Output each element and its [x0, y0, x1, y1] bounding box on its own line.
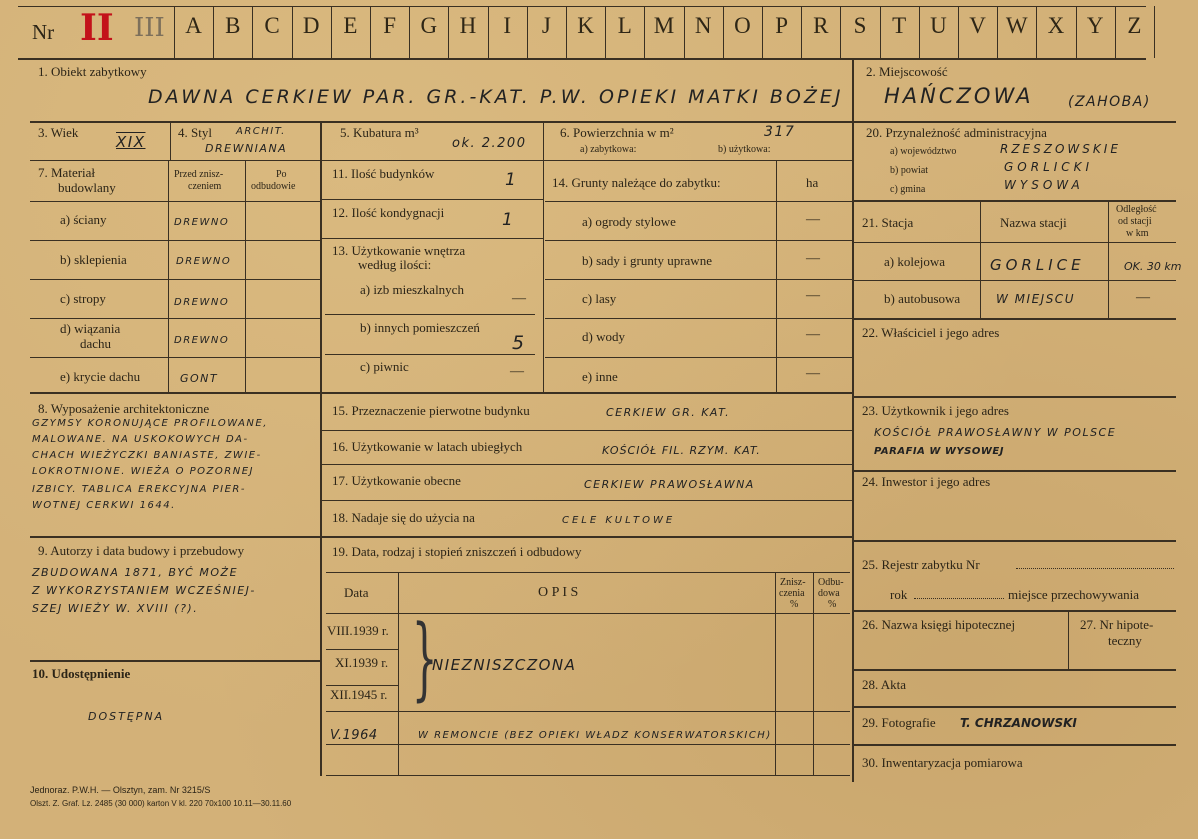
s14-rule-2	[545, 279, 852, 280]
s20-a-value: RZESZOWSKIE	[1000, 142, 1121, 156]
s13-c-label: c) piwnic	[360, 359, 409, 374]
letter-p: P	[775, 13, 788, 38]
s29-label: 29. Fotografie	[862, 715, 936, 730]
s28-label: 28. Akta	[862, 677, 907, 692]
s25-dotted-2	[914, 598, 1004, 599]
s20-a-label: a) województwo	[890, 146, 957, 157]
s19-desc-1: NIEZNISZCZONA	[432, 656, 577, 674]
s23-rule	[854, 470, 1176, 472]
s14-label: 14. Grunty należące do zabytku:	[552, 175, 721, 190]
s1-value: DAWNA CERKIEW PAR. GR.-KAT. P.W. OPIEKI MATKI BOŻEJ	[148, 86, 844, 108]
s18-label: 18. Nadaje się do użycia na	[332, 510, 475, 525]
s19-col-znisz-3: %	[790, 599, 799, 610]
header-bottom-rule	[18, 58, 1146, 60]
s14-rule-4	[545, 357, 852, 358]
s22-label: 22. Właściciel i jego adres	[862, 325, 1000, 340]
s21-vdiv-2	[1108, 201, 1109, 319]
s14-rule-0	[545, 201, 852, 202]
s26-vdiv	[1068, 611, 1069, 669]
s5-value: ok. 2.200	[452, 136, 527, 151]
s21-col-name: Nazwa stacji	[1000, 215, 1067, 230]
s19-col-date: Data	[344, 585, 369, 600]
s21-col-dist-1: Odległość	[1116, 204, 1157, 215]
s19-col-znisz-2: czenia	[779, 588, 805, 599]
s13-a-value: —	[512, 291, 526, 306]
s24-rule	[854, 540, 1176, 542]
s19-label: 19. Data, rodzaj i stopień zniszczeń i odbudowy	[332, 544, 582, 559]
s6-sub-a: a) zabytkowa:	[580, 144, 637, 155]
s12-rule	[322, 238, 543, 239]
s8-line-3: CHACH WIEŻYCZKI BANIASTE, ZWIE-	[32, 450, 262, 461]
s7-col2-2: odbudowie	[251, 181, 296, 192]
s13-b-label: b) innych pomieszczeń	[360, 320, 480, 335]
s26-label: 26. Nazwa księgi hipotecznej	[862, 617, 1016, 632]
row-rule-1	[30, 121, 1176, 123]
col-divider-1	[320, 122, 322, 776]
s6-value: 317	[764, 124, 796, 140]
s4-value-2: DREWNIANA	[205, 142, 288, 155]
s11-label: 11. Ilość budynków	[332, 166, 435, 181]
s19-date-rule-2	[326, 685, 398, 686]
s6-sub-b: b) użytkowa:	[718, 144, 771, 155]
s7-col1-2: czeniem	[188, 181, 222, 192]
s13-label-2: według ilości:	[358, 257, 432, 272]
s7-row-a-label: a) ściany	[60, 212, 107, 227]
s7-row-d-value: DREWNO	[174, 335, 230, 346]
s5-label: 5. Kubatura m³	[340, 125, 419, 140]
col-divider-5-6	[543, 122, 544, 392]
s18-value: CELE KULTOWE	[562, 515, 676, 526]
letter-g: G	[420, 13, 438, 38]
s1-label: 1. Obiekt zabytkowy	[38, 64, 147, 79]
s9-label: 9. Autorzy i data budowy i przebudowy	[38, 543, 245, 558]
s17-value: CERKIEW PRAWOSŁAWNA	[584, 478, 755, 491]
s7-row-b-value: DREWNO	[176, 256, 232, 267]
s3-value: XIX	[116, 133, 146, 151]
s12-label: 12. Ilość kondygnacji	[332, 205, 445, 220]
s13-b-value: 5	[512, 332, 526, 354]
letter-s: S	[853, 13, 867, 38]
s20-rule	[854, 200, 1176, 202]
letter-l: L	[617, 13, 632, 38]
s19-row-rule-3	[326, 711, 850, 712]
s7-row-c-label: c) stropy	[60, 291, 106, 306]
s14-a-value: —	[806, 212, 820, 227]
s27-label-1: 27. Nr hipote-	[1080, 617, 1154, 632]
s7-hrule-1	[30, 201, 320, 202]
letter-t: T	[892, 13, 907, 38]
s27-rule	[854, 669, 1176, 671]
s7-row-d-label-1: d) wiązania	[60, 321, 121, 336]
s10-label: 10. Udostępnienie	[32, 666, 131, 681]
s20-c-value: WYSOWA	[1004, 178, 1084, 192]
s8-line-4: LOKROTNIONE. WIEŻA O POZORNEJ	[32, 466, 254, 477]
s21-b-dist: —	[1136, 290, 1150, 305]
nr-label: Nr	[32, 20, 55, 44]
footer-line-2: Olszt. Z. Graf. Lz. 2485 (30 000) karton V kl. 220 70x100 10.11—30.11.60	[30, 799, 292, 808]
nr-grey-value: III	[134, 13, 165, 43]
s19-date-3: XII.1945 r.	[330, 687, 388, 702]
s7-row-e-label: e) krycie dachu	[60, 369, 141, 384]
s29-value: T. CHRZANOWSKI	[960, 716, 1077, 730]
s25-place: miejsce przechowywania	[1008, 587, 1140, 602]
s7-hrule-5	[30, 357, 320, 358]
s21-b-name: W MIEJSCU	[996, 292, 1075, 306]
s8-label: 8. Wyposażenie architektoniczne	[38, 401, 210, 416]
s8-line-2: MALOWANE. NA USKOKOWYCH DA-	[32, 434, 249, 445]
brace-mark: }	[411, 606, 438, 711]
letter-m: M	[653, 13, 675, 38]
s15-value: CERKIEW GR. KAT.	[606, 406, 731, 419]
s21-label: 21. Stacja	[862, 215, 914, 230]
s23-value-2: PARAFIA W WYSOWEJ	[874, 446, 1004, 457]
letter-i: I	[503, 13, 512, 38]
s24-label: 24. Inwestor i jego adres	[862, 474, 991, 489]
s12-value: 1	[502, 210, 515, 230]
s25-label: 25. Rejestr zabytku Nr	[862, 557, 980, 572]
s7-row-b-label: b) sklepienia	[60, 252, 127, 267]
s9-rule	[30, 660, 320, 662]
s14-rule-1	[545, 240, 852, 241]
s23-value-1: KOŚCIÓŁ PRAWOSŁAWNY W POLSCE	[874, 426, 1117, 439]
letter-f: F	[383, 13, 396, 38]
s14-e-value: —	[806, 366, 820, 381]
s21-col-dist-3: w km	[1126, 228, 1149, 239]
s14-e-label: e) inne	[582, 369, 618, 384]
s7-row-d-label-2: dachu	[80, 336, 112, 351]
s13-a-label: a) izb mieszkalnych	[360, 282, 464, 297]
s14-d-label: d) wody	[582, 329, 625, 344]
s19-date-2: XI.1939 r.	[335, 655, 389, 670]
col-divider-2	[852, 60, 854, 782]
s14-b-label: b) sady i grunty uprawne	[582, 253, 712, 268]
s8-line-1: GZYMSY KORONUJĄCE PROFILOWANE,	[32, 418, 268, 429]
s21-a-label: a) kolejowa	[884, 254, 946, 269]
s8-line-5: IZBICY. TABLICA EREKCYJNA PIER-	[32, 484, 246, 495]
s15-label: 15. Przeznaczenie pierwotne budynku	[332, 403, 530, 418]
s7-hrule-2	[30, 240, 320, 241]
s20-b-label: b) powiat	[890, 165, 929, 176]
s7-row-e-value: GONT	[180, 372, 219, 385]
letter-d: D	[302, 13, 320, 38]
s30-label: 30. Inwentaryzacja pomiarowa	[862, 755, 1023, 770]
s7-row-a-value: DREWNO	[174, 217, 230, 228]
s21-vdiv-1	[980, 201, 981, 319]
s19-date-1: VIII.1939 r.	[327, 623, 389, 638]
letter-a: A	[185, 13, 202, 38]
s14-rule-3	[545, 318, 852, 319]
s13-rule-a	[325, 314, 535, 315]
s23-label: 23. Użytkownik i jego adres	[862, 403, 1009, 418]
s18-rule	[322, 536, 852, 538]
letter-c: C	[264, 13, 280, 38]
s25-rok: rok	[890, 587, 908, 602]
row-rule-2	[30, 160, 852, 161]
s21-a-dist: OK. 30 km	[1124, 260, 1182, 273]
letter-k: K	[577, 13, 594, 38]
s7-label-2: budowlany	[58, 180, 116, 195]
s2-value: HAŃCZOWA	[884, 84, 1034, 108]
s16-value: KOŚCIÓŁ FIL. RZYM. KAT.	[602, 444, 761, 457]
letter-z: Z	[1127, 13, 1142, 38]
s15-rule	[322, 430, 852, 431]
s6-label: 6. Powierzchnia w m²	[560, 125, 674, 140]
s17-label: 17. Użytkowanie obecne	[332, 473, 461, 488]
s20-b-value: GORLICKI	[1004, 160, 1094, 174]
row-rule-3	[30, 392, 852, 394]
s21-a-name: GORLICE	[990, 256, 1085, 274]
s22-rule	[854, 396, 1176, 398]
s11-value: 1	[505, 170, 518, 190]
s8-rule	[30, 536, 320, 538]
footer-line-1: Jednoraz. P.W.H. — Olsztyn, zam. Nr 3215/S	[30, 785, 211, 795]
s19-head-bottom	[326, 613, 850, 614]
s19-desc-2: W REMONCIE (BEZ OPIEKI WŁADZ KONSERWATORSKICH)	[418, 730, 772, 741]
s14-d-value: —	[806, 327, 820, 342]
s21-rule-2	[854, 280, 1176, 281]
s14-unit: ha	[806, 175, 819, 190]
s2-label: 2. Miejscowość	[866, 64, 948, 79]
s20-label: 20. Przynależność administracyjna	[866, 125, 1047, 140]
s9-line-3: SZEJ WIEŻY W. XVIII (?).	[32, 602, 199, 615]
s14-c-value: —	[806, 288, 820, 303]
s19-date-4: V.1964	[330, 728, 378, 743]
s2-alt-value: (ZAHOBA)	[1068, 94, 1151, 110]
letter-v: V	[969, 13, 986, 38]
s9-line-2: Z WYKORZYSTANIEM WCZEŚNIEJ-	[32, 584, 256, 597]
letter-u: U	[930, 13, 947, 38]
s14-b-value: —	[806, 251, 820, 266]
letter-h: H	[459, 13, 477, 38]
s16-rule	[322, 464, 852, 465]
s19-col-znisz-1: Znisz-	[780, 577, 806, 588]
s13-label-1: 13. Użytkowanie wnętrza	[332, 243, 466, 258]
s7-label-1: 7. Materiał	[38, 165, 96, 180]
letter-w: W	[1005, 13, 1028, 38]
s16-label: 16. Użytkowanie w latach ubiegłych	[332, 439, 523, 454]
s21-b-label: b) autobusowa	[884, 291, 961, 306]
s7-hrule-3	[30, 279, 320, 280]
letter-b: B	[225, 13, 241, 38]
s3-label: 3. Wiek	[38, 125, 79, 140]
s19-head-top	[326, 572, 850, 573]
s19-col-odbud-3: %	[828, 599, 837, 610]
s7-col1-1: Przed znisz-	[174, 169, 224, 180]
s19-col-opis: O P I S	[538, 585, 579, 600]
s19-bottom	[326, 775, 850, 776]
s7-hrule-4	[30, 318, 320, 319]
s10-value: DOSTĘPNA	[88, 710, 165, 723]
s4-value-1: ARCHIT.	[236, 126, 286, 137]
s19-row-rule-4	[326, 744, 850, 745]
s14-a-label: a) ogrody stylowe	[582, 214, 676, 229]
letter-j: J	[541, 13, 551, 38]
s13-rule-b	[325, 354, 535, 355]
col-divider-3-4	[170, 122, 171, 160]
s7-row-c-value: DREWNO	[174, 297, 230, 308]
s25-dotted-1	[1016, 568, 1174, 569]
s17-rule	[322, 500, 852, 501]
s7-col2-1: Po	[276, 169, 287, 180]
s19-date-rule-1	[326, 649, 398, 650]
letter-separator	[1154, 6, 1155, 58]
s21-col-dist-2: od stacji	[1118, 216, 1152, 227]
letter-o: O	[734, 13, 751, 38]
s9-line-1: ZBUDOWANA 1871, BYĆ MOŻE	[32, 566, 239, 579]
s13-c-value: —	[510, 364, 524, 379]
nr-red-value: II	[80, 7, 114, 49]
s29-rule	[854, 744, 1176, 746]
s14-c-label: c) lasy	[582, 291, 617, 306]
s11-rule	[322, 199, 543, 200]
letter-e: E	[343, 13, 358, 38]
s21-rule-3	[854, 318, 1176, 320]
s28-rule	[854, 706, 1176, 708]
s8-line-6: WOTNEJ CERKWI 1644.	[32, 500, 176, 511]
s19-col-odbud-2: dowa	[818, 588, 840, 599]
s27-label-2: teczny	[1108, 633, 1142, 648]
s19-col-odbud-1: Odbu-	[818, 577, 844, 588]
letter-r: R	[813, 13, 829, 38]
s20-c-label: c) gmina	[890, 184, 926, 195]
s25-rule	[854, 610, 1176, 612]
letter-y: Y	[1086, 13, 1104, 38]
letter-x: X	[1047, 13, 1065, 38]
s4-label: 4. Styl	[178, 125, 212, 140]
s21-rule-1	[854, 242, 1176, 243]
letter-n: N	[694, 13, 712, 38]
